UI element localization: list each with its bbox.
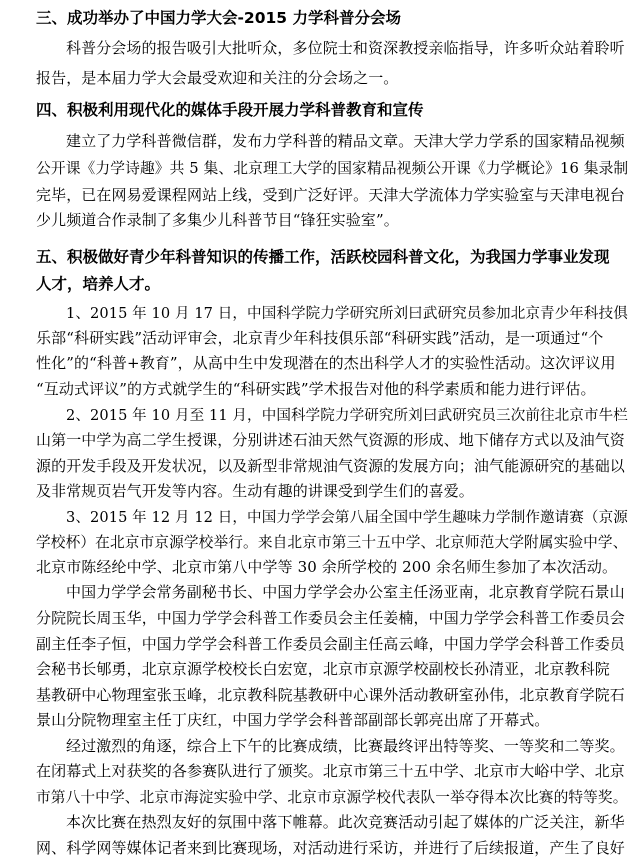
section-heading: 三、成功举办了中国力学大会-2015 力学科普分会场 [36,9,401,27]
paragraph-line: 经过激烈的角逐，综合上下午的比赛成绩，比赛最终评出特等奖、一等奖和二等奖。 [66,737,625,755]
paragraph-line: 在闭幕式上对获奖的各参赛队进行了颁奖。北京市第三十五中学、北京市大峪中学、北京 [36,762,625,780]
paragraph-line: 本次比赛在热烈友好的氛围中落下帷幕。此次竞赛活动引起了媒体的广泛关注，新华 [66,813,625,831]
paragraph-line: 会秘书长郇勇，北京京源学校校长白宏宽，北京市京源学校副校长孙清亚，北京教科院 [36,660,610,678]
paragraph-line: 北京市陈经纶中学、北京市第八中学等 30 余所学校的 200 余名师生参加了本次活动。 [36,558,618,576]
section-heading: 四、积极利用现代化的媒体手段开展力学科普教育和宣传 [36,101,424,119]
paragraph-line: 性化”的“科普+教育”，从高中生中发现潜在的杰出科学人才的实验性活动。这次评议用 [36,354,616,372]
paragraph-line: 分院院长周玉华，中国力学学会科普工作委员会主任姜楠，中国力学学会科普工作委员会 [36,609,625,627]
paragraph-line: 3、2015 年 12 月 12 日，中国力学学会第八届全国中学生趣味力学制作邀请赛（京源 [66,509,628,526]
paragraph-line: 景山分院物理室主任丁庆红，中国力学学会科普部副部长郭亮出席了开幕式。 [36,711,550,729]
paragraph-line: 及非常规页岩气开发等内容。生动有趣的讲课受到学生们的喜爱。 [36,482,474,500]
section-heading: 五、积极做好青少年科普知识的传播工作，活跃校园科普文化，为我国力学事业发现 [36,248,610,266]
paragraph-line: 网、科学网等媒体记者来到比赛现场，对活动进行采访，并进行了后续报道，产生了良好 [36,839,625,857]
paragraph-line: 乐部“科研实践”活动评审会，北京青少年科技俱乐部“科研实践”活动，是一项通过“个 [36,329,604,347]
paragraph-line: 公开课《力学诗趣》共 5 集、北京理工大学的国家精品视频公开课《力学概论》16 集录制 [36,160,629,177]
paragraph-line: 建立了力学科普微信群，发布力学科普的精品文章。天津大学力学系的国家精品视频 [66,132,625,150]
paragraph-line: 完毕，已在网易爱课程网站上线，受到广泛好评。天津大学流体力学实验室与天津电视台 [36,186,625,204]
section-heading: 人才，培养人才。 [36,275,161,293]
paragraph-line: 源的开发手段及开发状况，以及新型非常规油气资源的发展方向；油气能源研究的基础以 [36,457,625,475]
paragraph-line: 山第一中学为高二学生授课，分别讲述石油天然气资源的形成、地下储存方式以及油气资 [36,431,625,449]
paragraph-line: 中国力学学会常务副秘书长、中国力学学会办公室主任汤亚南，北京教育学院石景山 [66,583,625,601]
paragraph-line: 基教研中心物理室张玉峰，北京教科院基教研中心课外活动教研室孙伟，北京教育学院石 [36,686,625,704]
paragraph-line: 少儿频道合作录制了多集少儿科普节目“锋狂实验室”。 [36,211,399,229]
paragraph-line: 报告，是本届力学大会最受欢迎和关注的分会场之一。 [36,69,399,87]
paragraph-line: 学校杯）在北京市京源学校举行。来自北京市第三十五中学、北京师范大学附属实验中学、 [36,534,628,551]
paragraph-line: 1、2015 年 10 月 17 日，中国科学院力学研究所刘曰武研究员参加北京青少年科技俱 [66,305,628,322]
paragraph-line: 科普分会场的报告吸引大批听众，多位院士和资深教授亲临指导，许多听众站着聆听 [66,39,625,57]
paragraph-line: 2、2015 年 10 月至 11 月，中国科学院力学研究所刘曰武研究员三次前往北京市牛栏 [66,407,628,424]
paragraph-line: 市第八十中学、北京市海淀实验中学、北京市京源学校代表队一举夺得本次比赛的特等奖。 [36,789,628,806]
paragraph-line: “互动式评议”的方式就学生的“科研实践”学术报告对他的科学素质和能力进行评估。 [36,380,596,398]
paragraph-line: 副主任李子恒，中国力学学会科普工作委员会副主任高云峰，中国力学学会科普工作委员 [36,635,625,653]
